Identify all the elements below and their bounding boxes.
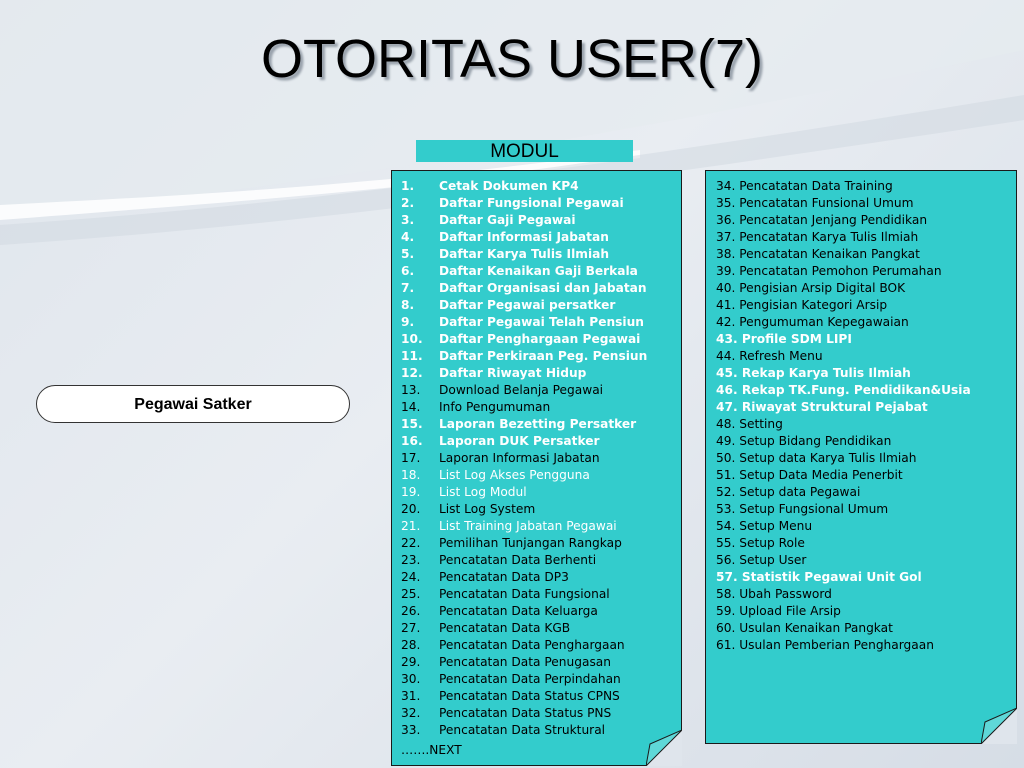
list-item-label: List Log Modul [439, 485, 527, 499]
list-item: 46. Rekap TK.Fung. Pendidikan&Usia [716, 383, 971, 397]
list-item-number: 12. [401, 366, 423, 380]
list-item [401, 654, 647, 671]
list-item-label: Daftar Organisasi dan Jabatan [439, 281, 647, 295]
list-item-number: 24. [401, 570, 421, 584]
list-item-label: Pencatatan Data Keluarga [439, 604, 598, 618]
list-item: 45. Rekap Karya Tulis Ilmiah [716, 366, 911, 380]
list-item-label: List Log System [439, 502, 536, 516]
list-item-label: List Log Akses Pengguna [439, 468, 590, 482]
list-item [401, 246, 647, 263]
list-item-label: Pencatatan Data Fungsional [439, 587, 610, 601]
list-item-label: Pencatatan Data Status PNS [439, 706, 612, 720]
list-item-number: 21. [401, 519, 421, 533]
list-item-number: 16. [401, 434, 423, 448]
list-item-number: 9. [401, 315, 415, 329]
list-item-number: 4. [401, 230, 415, 244]
list-item-label: Daftar Fungsional Pegawai [439, 196, 624, 210]
list-item [401, 331, 647, 348]
list-item: 36. Pencatatan Jenjang Pendidikan [716, 213, 928, 227]
list-item: 39. Pencatatan Pemohon Perumahan [716, 264, 942, 278]
list-item [401, 552, 647, 569]
list-item-label: Pencatatan Data Penugasan [439, 655, 611, 669]
list-item [401, 569, 647, 586]
list-item-number: 25. [401, 587, 421, 601]
list-item [401, 348, 647, 365]
list-item: 43. Profile SDM LIPI [716, 332, 852, 346]
list-item-label: Info Pengumuman [439, 400, 551, 414]
list-item: 42. Pengumuman Kepegawaian [716, 315, 909, 329]
list-item: 53. Setup Fungsional Umum [716, 502, 889, 516]
list-item [401, 263, 647, 280]
page-fold-icon [646, 730, 682, 766]
list-item-number: 10. [401, 332, 423, 346]
list-item: 34. Pencatatan Data Training [716, 179, 893, 193]
list-item-number: 31. [401, 689, 421, 703]
list-item-number: 20. [401, 502, 421, 516]
list-item: 60. Usulan Kenaikan Pangkat [716, 621, 893, 635]
list-item-number: 2. [401, 196, 415, 210]
list-item [401, 280, 647, 297]
list-item [401, 297, 647, 314]
list-item [401, 484, 647, 501]
list-item-number: 8. [401, 298, 415, 312]
list-item [401, 382, 647, 399]
list-item-label: Laporan DUK Persatker [439, 434, 600, 448]
list-item: 51. Setup Data Media Penerbit [716, 468, 903, 482]
list-item-number: 1. [401, 179, 415, 193]
list-item-label: Daftar Gaji Pegawai [439, 213, 576, 227]
list-item-label: List Training Jabatan Pegawai [439, 519, 617, 533]
module-header: MODUL [416, 140, 633, 162]
list-item-label: Daftar Penghargaan Pegawai [439, 332, 641, 346]
list-item: 59. Upload File Arsip [716, 604, 841, 618]
list-item: 55. Setup Role [716, 536, 805, 550]
list-item [401, 586, 647, 603]
list-item-number: 33. [401, 723, 421, 737]
list-item [401, 688, 647, 705]
list-item [401, 722, 647, 739]
list-item [401, 365, 647, 382]
page-title: OTORITAS USER(7) [260, 29, 764, 89]
list-item: 38. Pencatatan Kenaikan Pangkat [716, 247, 920, 261]
list-item-label: Daftar Perkiraan Peg. Pensiun [439, 349, 648, 363]
list-item: 61. Usulan Pemberian Penghargaan [716, 638, 934, 652]
list-item: 49. Setup Bidang Pendidikan [716, 434, 892, 448]
list-item-number: 28. [401, 638, 421, 652]
list-item: 44. Refresh Menu [716, 349, 823, 363]
list-item-label: Daftar Karya Tulis Ilmiah [439, 247, 610, 261]
list-item [401, 433, 647, 450]
list-item-number: 7. [401, 281, 415, 295]
list-item-number: 22. [401, 536, 421, 550]
list-item-label: Pencatatan Data Struktural [439, 723, 606, 737]
list-item: 58. Ubah Password [716, 587, 832, 601]
list-item [401, 450, 647, 467]
list-item [401, 535, 647, 552]
list-item [401, 399, 647, 416]
list-item-label: Daftar Informasi Jabatan [439, 230, 609, 244]
list-item-number: 19. [401, 485, 421, 499]
list-item [401, 314, 647, 331]
list-item [401, 518, 647, 535]
list-item-number: 29. [401, 655, 421, 669]
list-item [401, 416, 647, 433]
list-item-number: 3. [401, 213, 415, 227]
list-item: 57. Statistik Pegawai Unit Gol [716, 570, 922, 584]
list-item: 48. Setting [716, 417, 783, 431]
list-item-number: 18. [401, 468, 421, 482]
list-item-number: 32. [401, 706, 421, 720]
list-item-number: 15. [401, 417, 423, 431]
list-item-label: Pencatatan Data Perpindahan [439, 672, 621, 686]
list-item: 40. Pengisian Arsip Digital BOK [716, 281, 906, 295]
list-item [401, 501, 647, 518]
list-item-label: Download Belanja Pegawai [439, 383, 604, 397]
list-item-label: Pencatatan Data Penghargaan [439, 638, 625, 652]
module-list-panel-right [705, 170, 1017, 744]
role-label: Pegawai Satker [36, 385, 350, 423]
list-item: 47. Riwayat Struktural Pejabat [716, 400, 928, 414]
list-item-label: Pencatatan Data KGB [439, 621, 571, 635]
list-item [401, 229, 647, 246]
list-item-number: 6. [401, 264, 415, 278]
module-list-right [716, 178, 971, 654]
list-item-label: Daftar Pegawai persatker [439, 298, 616, 312]
module-list-panel-left [391, 170, 682, 766]
list-item [401, 671, 647, 688]
list-item [401, 620, 647, 637]
list-item-number: 27. [401, 621, 421, 635]
list-item-number: 5. [401, 247, 415, 261]
list-item-number: 13. [401, 383, 421, 397]
list-item [401, 212, 647, 229]
list-item-label: Cetak Dokumen KP4 [439, 179, 579, 193]
list-item: 50. Setup data Karya Tulis Ilmiah [716, 451, 917, 465]
list-item-number: 11. [401, 349, 423, 363]
list-item-number: 30. [401, 672, 421, 686]
list-item [401, 705, 647, 722]
page-fold-icon [981, 708, 1017, 744]
list-item [401, 178, 647, 195]
list-item: 35. Pencatatan Funsional Umum [716, 196, 914, 210]
list-item-number: 26. [401, 604, 421, 618]
list-item [401, 637, 647, 654]
list-item: 52. Setup data Pegawai [716, 485, 861, 499]
list-item-label: Daftar Riwayat Hidup [439, 366, 587, 380]
next-indicator: …….NEXT [401, 743, 462, 757]
list-item-number: 17. [401, 451, 421, 465]
list-item-label: Pemilihan Tunjangan Rangkap [439, 536, 622, 550]
list-item-label: Daftar Kenaikan Gaji Berkala [439, 264, 638, 278]
list-item-number: 23. [401, 553, 421, 567]
list-item-label: Pencatatan Data DP3 [439, 570, 569, 584]
list-item: 56. Setup User [716, 553, 807, 567]
list-item-label: Pencatatan Data Status CPNS [439, 689, 620, 703]
list-item-label: Laporan Bezetting Persatker [439, 417, 637, 431]
list-item: 37. Pencatatan Karya Tulis Ilmiah [716, 230, 919, 244]
list-item-label: Laporan Informasi Jabatan [439, 451, 600, 465]
list-item: 41. Pengisian Kategori Arsip [716, 298, 888, 312]
list-item: 54. Setup Menu [716, 519, 813, 533]
list-item [401, 467, 647, 484]
list-item-number: 14. [401, 400, 421, 414]
list-item-label: Pencatatan Data Berhenti [439, 553, 597, 567]
list-item [401, 195, 647, 212]
list-item-label: Daftar Pegawai Telah Pensiun [439, 315, 644, 329]
module-list-left [401, 178, 647, 739]
list-item [401, 603, 647, 620]
